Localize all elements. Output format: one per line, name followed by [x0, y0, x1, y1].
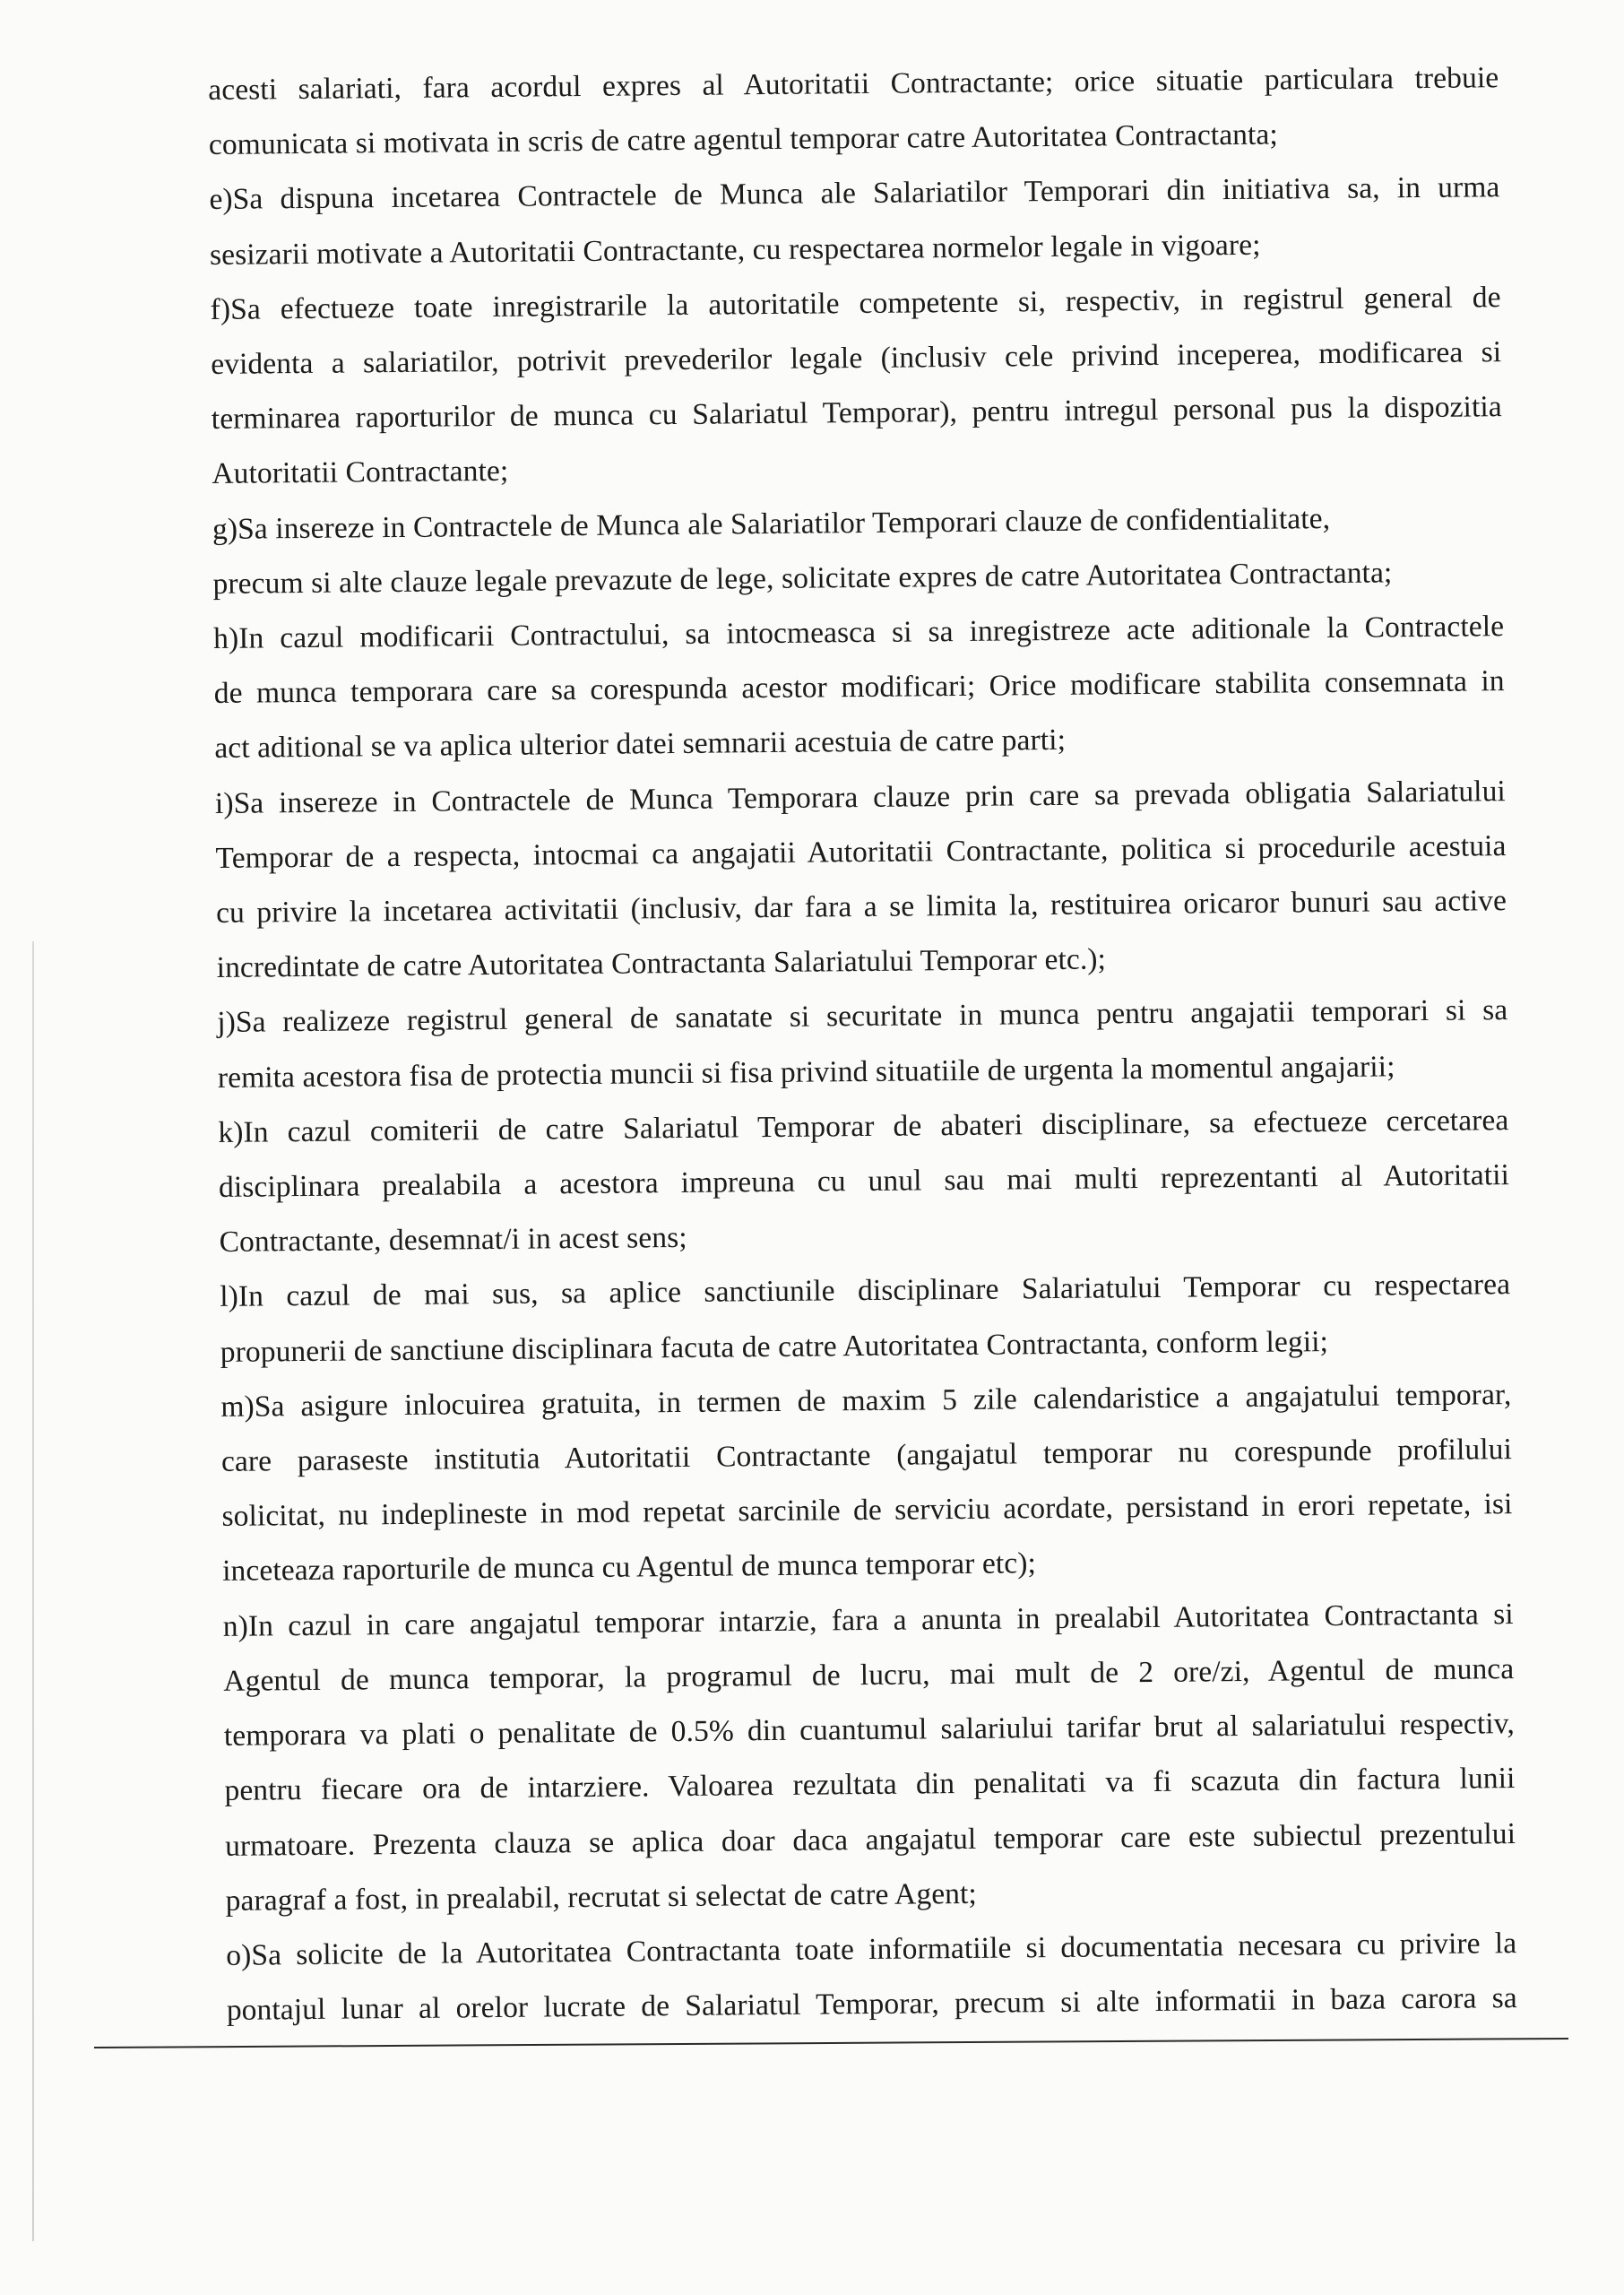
document-line: comunicata si motivata in scris de catre agentul temporar catre Autoritatea Contractanta;	[208, 117, 1279, 162]
document-line: sesizarii motivate a Autoritatii Contractante, cu respectarea normelor legale in vigoare;	[209, 228, 1261, 272]
document-line: j)Sa realizeze registrul general de sanatate si securitate in munca pentru angajatii temporari si sa	[217, 993, 1508, 1040]
document-line: urmatoare. Prezenta clauza se aplica doar daca angajatul temporar care este subiectul prezentului	[224, 1816, 1516, 1863]
document-line: solicitat, nu indeplineste in mod repetat sarcinile de serviciu acordate, persistand in erori repetate, isi	[221, 1487, 1513, 1534]
document-line: evidenta a salariatilor, potrivit prevederilor legale (inclusiv cele privind inceperea, modificarea si	[211, 335, 1502, 381]
document-line: precum si alte clauze legale prevazute de lege, solicitate expres de catre Autoritatea Contractanta;	[212, 556, 1393, 601]
document-line: o)Sa solicite de la Autoritatea Contractanta toate informatiile si documentatia necesara cu privire la	[226, 1926, 1517, 1972]
document-line: remita acestora fisa de protectia muncii si fisa privind situatiile de urgenta la momentul angajarii;	[217, 1049, 1395, 1095]
document-line: f)Sa efectueze toate inregistrarile la autoritatile competente si, respectiv, in registrul general de	[210, 280, 1501, 326]
document-line: temporara va plati o penalitate de 0.5% din cuantumul salariului tarifar brut al salariatului respectiv,	[223, 1707, 1516, 1754]
document-line: pontajul lunar al orelor lucrate de Salariatul Temporar, precum si alte informatii in baza carora sa	[226, 1981, 1517, 2028]
document-line: i)Sa insereze in Contractele de Munca Temporara clauze prin care sa prevada obligatia Salariatului	[214, 774, 1507, 820]
document-line: care paraseste institutia Autoritatii Contractante (angajatul temporar nu corespunde profilului	[220, 1433, 1513, 1479]
document-line: propunerii de sanctiune disciplinara facuta de catre Autoritatea Contractanta, conform legii;	[220, 1324, 1329, 1369]
document-line: act aditional se va aplica ulterior datei semnarii acestuia de catre parti;	[214, 723, 1067, 766]
document-line: Contractante, desemnat/i in acest sens;	[219, 1221, 687, 1260]
document-line: k)In cazul comiterii de catre Salariatul Temporar de abateri disciplinare, sa efectueze cercetarea	[218, 1103, 1509, 1149]
document-line: g)Sa insereze in Contractele de Munca ale Salariatilor Temporari clauze de confidentialitate,	[212, 501, 1331, 546]
document-line: cu privire la incetarea activitatii (inclusiv, dar fara a se limita la, restituirea oricaror bunuri sau active	[215, 884, 1507, 931]
document-line: Agentul de munca temporar, la programul de lucru, mai mult de 2 ore/zi, Agentul de munca	[223, 1651, 1515, 1698]
document-line: incredintate de catre Autoritatea Contractanta Salariatului Temporar etc.);	[216, 942, 1107, 985]
document-line: de munca temporara care sa corespunda acestor modificari; Orice modificare stabilita consemnata in	[213, 664, 1505, 711]
document-line: disciplinara prealabila a acestora impreuna cu unul sau mai multi reprezentanti al Autoritatii	[218, 1158, 1510, 1205]
scan-edge-shadow	[32, 941, 34, 2241]
document-line: n)In cazul in care angajatul temporar intarzie, fara a anunta in prealabil Autoritatea Contractanta si	[222, 1597, 1514, 1643]
document-line: l)In cazul de mai sus, sa aplice sanctiunile disciplinare Salariatului Temporar cu respectarea	[220, 1268, 1511, 1314]
document-line: terminarea raporturilor de munca cu Salariatul Temporar), pentru intregul personal pus la dispozitia	[211, 390, 1502, 437]
document-line: Temporar de a respecta, intocmai ca angajatii Autoritatii Contractante, politica si procedurile acestuia	[215, 828, 1507, 875]
document-line: pentru fiecare ora de intarziere. Valoarea rezultata din penalitati va fi scazuta din factura lunii	[224, 1762, 1516, 1808]
document-line: Autoritatii Contractante;	[212, 455, 509, 491]
document-line: e)Sa dispuna incetarea Contractele de Munca ale Salariatilor Temporari din initiativa sa, in urma	[209, 170, 1500, 217]
document-line: acesti salariati, fara acordul expres al Autoritatii Contractante; orice situatie particulara trebuie	[208, 61, 1499, 107]
document-line: inceteaza raporturile de munca cu Agentul de munca temporar etc);	[221, 1546, 1037, 1589]
footer-rule	[94, 2038, 1568, 2048]
document-line: m)Sa asigure inlocuirea gratuita, in termen de maxim 5 zile calendaristice a angajatului temporar,	[220, 1377, 1512, 1424]
document-line: paragraf a fost, in prealabil, recrutat si selectat de catre Agent;	[225, 1876, 978, 1918]
document-line: h)In cazul modificarii Contractului, sa intocmeasca si sa inregistreze acte aditionale la Contractele	[212, 610, 1505, 656]
document-page	[208, 50, 1517, 2038]
